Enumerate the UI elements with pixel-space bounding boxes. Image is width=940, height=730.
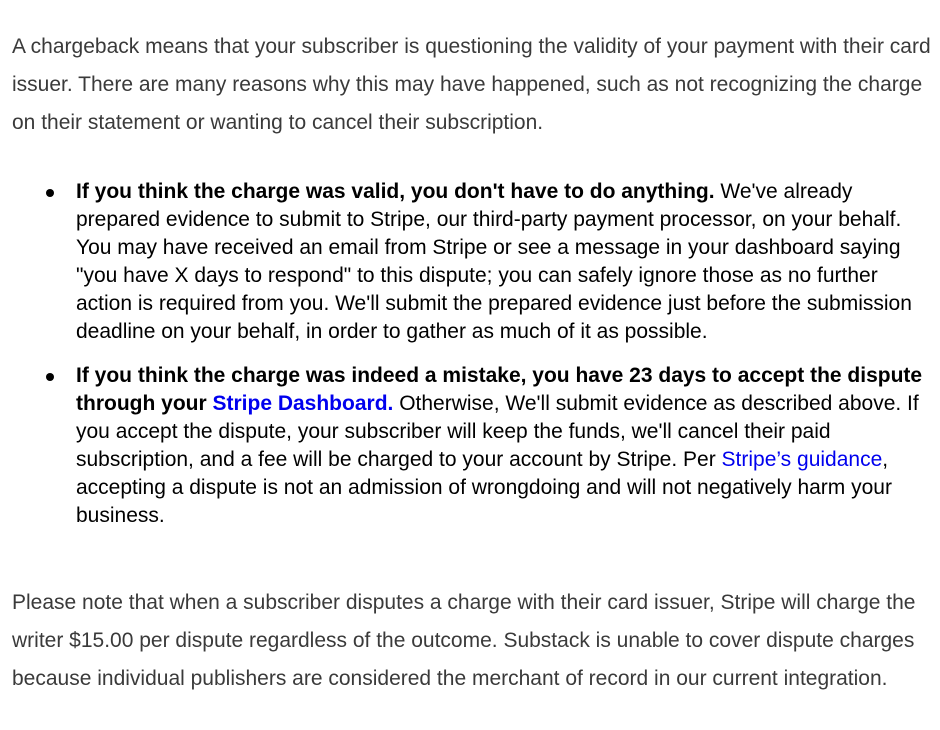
bullet-item-mistake-charge bbox=[76, 362, 936, 530]
outro-paragraph: Please note that when a subscriber disputes a charge with their card issuer, Stripe will charge the writer $15.00 per dispute regardless of the outcome. Substack is unable to cover dispute charges because individual publishers are considered the merchant of record in our current integration. bbox=[12, 591, 916, 690]
bullet-item-valid-charge bbox=[76, 178, 936, 346]
bullet-text-end: , accepting a dispute is not an admission of wrongdoing and will not negatively harm your business. bbox=[76, 448, 892, 527]
bullet-dot-icon bbox=[46, 373, 54, 381]
bullet-text: Otherwise, We'll submit evidence as described above. If you accept the dispute, your subscriber will keep the funds, we'll cancel their paid subscription, and a fee will be charged to your account by Stripe. Per bbox=[76, 392, 919, 471]
intro-paragraph: A chargeback means that your subscriber is questioning the validity of your payment with their card issuer. There are many reasons why this may have happened, such as not recognizing the charge on their statement or wanting to cancel their subscription. bbox=[12, 35, 931, 134]
bullet-text: We've already prepared evidence to submit to Stripe, our third-party payment processor, on your behalf. You may have received an email from Stripe or see a message in your dashboard saying "you have X days to respond" to this dispute; you can safely ignore those as no further action is required from you. We'll submit the prepared evidence just before the submission deadline on your behalf, in order to gather as much of it as possible. bbox=[76, 180, 912, 343]
stripe-guidance-link[interactable]: Stripe’s guidance bbox=[721, 448, 883, 471]
bullet-heading: If you think the charge was indeed a mistake, you have 23 days to accept the dispute through your bbox=[76, 364, 923, 415]
bullet-heading: If you think the charge was valid, you don't have to do anything. bbox=[76, 180, 715, 203]
bullet-list bbox=[0, 178, 940, 546]
bullet-dot-icon bbox=[46, 189, 54, 197]
stripe-dashboard-link[interactable]: Stripe Dashboard. bbox=[212, 392, 394, 415]
